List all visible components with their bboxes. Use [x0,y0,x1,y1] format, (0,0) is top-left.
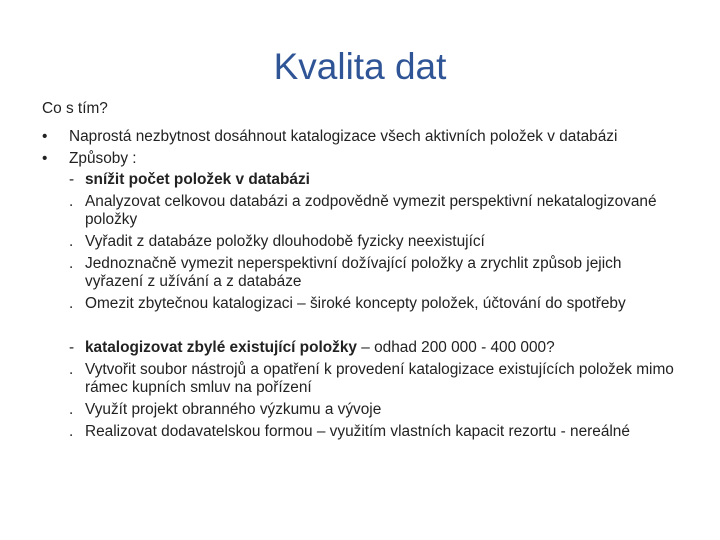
section-heading-text: snížit počet položek v databázi [85,171,310,188]
section-heading-estimate: – odhad 200 000 - 400 000? [356,339,555,356]
item-text: Využít projekt obranného výzkumu a vývoje [85,401,382,418]
item-text: Omezit zbytečnou katalogizaci – široké koncepty položek, účtování do spotřeby [85,295,626,312]
item-text: Analyzovat celkovou databázi a zodpovědně vymezit perspektivní nekatalogizované položky [85,193,657,228]
methods-section-reduce [42,171,682,313]
slide-content [42,100,682,445]
section-heading-text: katalogizovat zbylé existující položky [85,339,357,356]
list-item [69,423,682,441]
item-text: Vyřadit z databáze položky dlouhodobě fyzicky neexistující [85,233,485,250]
dash-marker: - [69,171,75,188]
section-heading [69,171,682,189]
item-marker: . [69,401,74,418]
list-item [69,233,682,251]
section-heading [69,339,682,357]
list-item [69,193,682,229]
bullet-marker: • [42,150,48,167]
item-marker: . [69,295,74,312]
item-marker: . [69,233,74,250]
content-heading: Co s tím? [42,100,108,117]
methods-section-catalogue [42,339,682,441]
item-marker: . [69,361,74,378]
bullet-marker: • [42,128,48,145]
list-item [69,255,682,291]
list-item [69,295,682,313]
bullet-item [42,150,682,168]
dash-marker: - [69,339,75,356]
bullet-text: Naprostá nezbytnost dosáhnout katalogizace všech aktivních položek v databázi [69,128,618,145]
item-text: Realizovat dodavatelskou formou – využitím vlastních kapacit rezortu - nereálné [85,423,630,440]
spacer [42,317,682,339]
item-marker: . [69,423,74,440]
list-item [69,361,682,397]
item-marker: . [69,193,74,210]
item-text: Vytvořit soubor nástrojů a opatření k provedení katalogizace existujících položek mimo rámec kupních smluv na pořízení [85,361,674,396]
bullet-item [42,128,682,146]
list-item [69,401,682,419]
bullet-text: Způsoby : [69,150,137,167]
item-text: Jednoznačně vymezit neperspektivní dožívající položky a zrychlit způsob jejich vyřazení z užívání a z databáze [85,255,622,290]
slide-title: Kvalita dat [273,46,447,87]
item-marker: . [69,255,74,272]
